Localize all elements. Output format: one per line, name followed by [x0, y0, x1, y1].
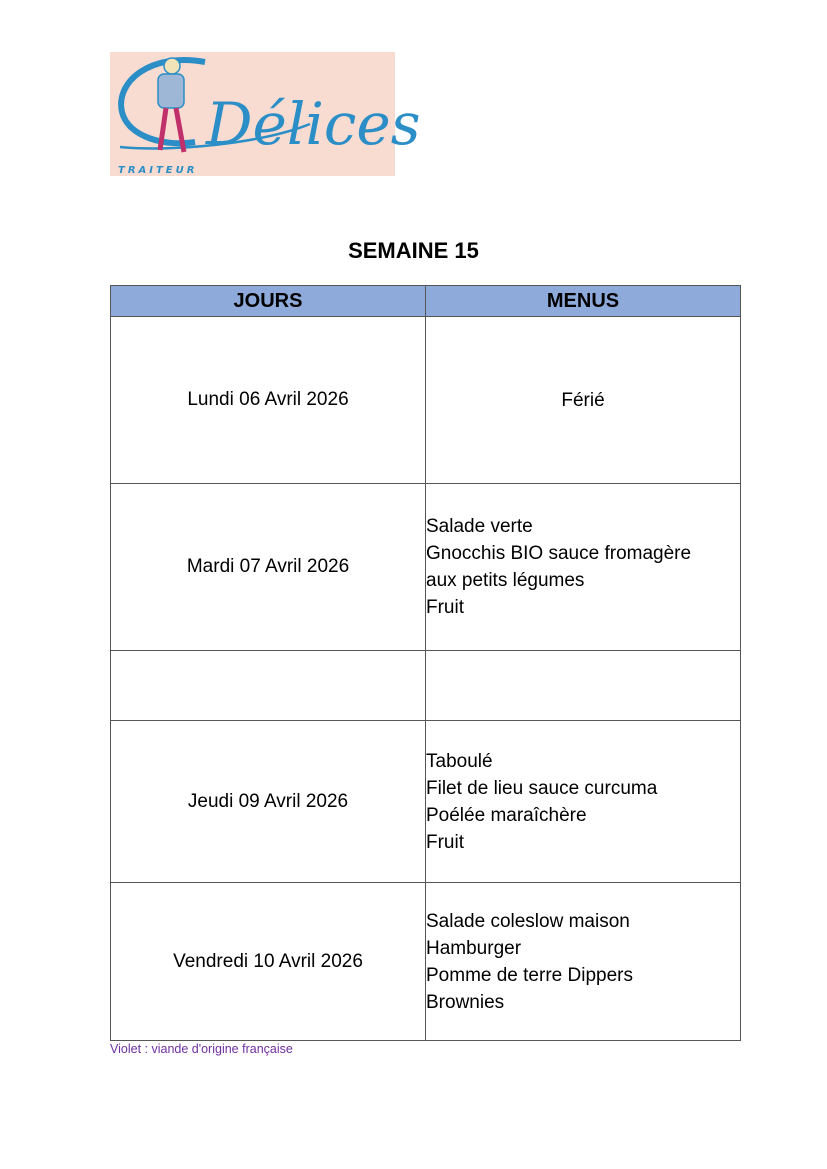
- menu-item: aux petits légumes: [426, 570, 585, 591]
- table-row: [111, 721, 741, 883]
- table-header-row: [111, 286, 741, 317]
- menu-item: Taboulé: [426, 750, 493, 772]
- header-menus: MENUS: [426, 286, 741, 317]
- header-days: JOURS: [111, 286, 426, 317]
- menu-item: Hamburger: [426, 937, 522, 959]
- menu-item: Filet de lieu sauce curcuma: [426, 777, 658, 799]
- table-row: [111, 484, 741, 651]
- menu-cell: [426, 651, 741, 721]
- day-cell: Lundi 06 Avril 2026: [111, 317, 426, 484]
- menu-item: Salade verte: [426, 516, 533, 537]
- day-cell: Vendredi 10 Avril 2026: [111, 883, 426, 1041]
- menu-item: Pomme de terre Dippers: [426, 964, 633, 986]
- logo-brand-text: Délices: [206, 90, 421, 158]
- menu-item: Gnocchis BIO sauce fromagère: [426, 543, 692, 564]
- delices-logo: [110, 52, 421, 176]
- menu-cell: [426, 317, 741, 484]
- logo-subtitle-text: TRAITEUR: [118, 165, 198, 176]
- menu-item: Fruit: [426, 831, 464, 853]
- table-row: [111, 317, 741, 484]
- menu-item: Poélée maraîchère: [426, 804, 587, 826]
- day-cell: Jeudi 09 Avril 2026: [111, 721, 426, 883]
- menu-item: Salade coleslow maison: [426, 910, 630, 932]
- week-title: SEMAINE 15: [348, 238, 479, 263]
- day-cell: [111, 651, 426, 721]
- menu-item: Brownies: [426, 991, 505, 1013]
- day-cell: Mardi 07 Avril 2026: [111, 484, 426, 651]
- menu-item: Férié: [561, 389, 605, 411]
- menu-table: [110, 285, 741, 1041]
- menu-item: Fruit: [426, 597, 464, 618]
- table-row: [111, 651, 741, 721]
- menu-cell: [426, 484, 741, 651]
- menu-cell: [426, 883, 741, 1041]
- table-row: [111, 883, 741, 1041]
- footnote: Violet : viande d'origine française: [110, 1042, 293, 1056]
- menu-cell: [426, 721, 741, 883]
